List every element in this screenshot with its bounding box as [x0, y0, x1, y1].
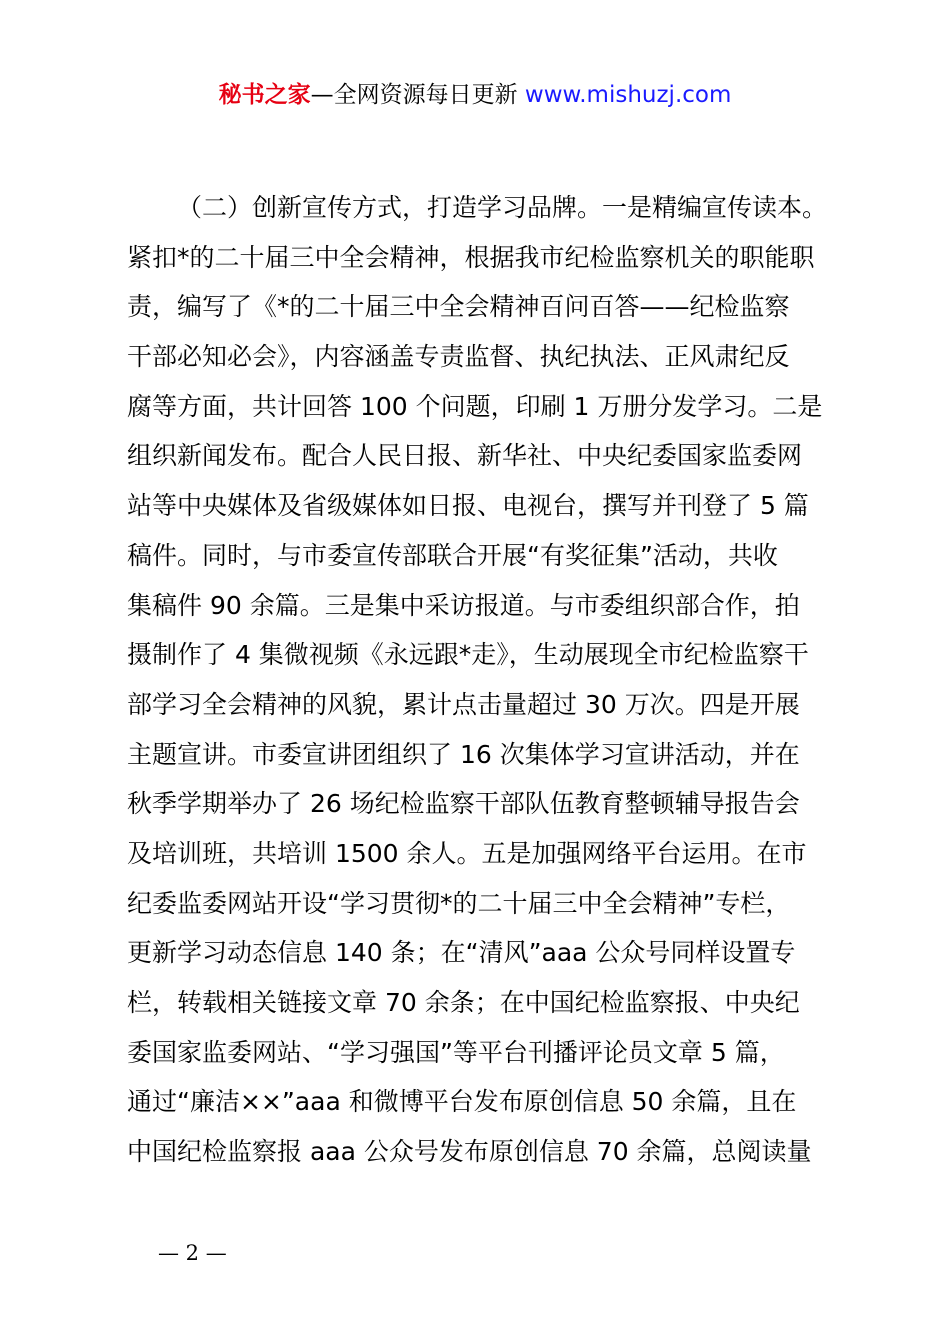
text-line: 主题宣讲。市委宣讲团组织了 16 次集体学习宣讲活动，并在 [127, 739, 800, 769]
text-line: 秋季学期举办了 26 场纪检监察干部队伍教育整顿辅导报告会 [127, 789, 800, 819]
text-line: 摄制作了 4 集微视频《永远跟*走》，生动展现全市纪检监察干 [127, 640, 809, 670]
text-line: 责，编写了《*的二十届三中全会精神百问百答——纪检监察 [127, 292, 790, 322]
text-line: 站等中央媒体及省级媒体如日报、电视台，撰写并刊登了 5 篇 [127, 491, 809, 521]
text-line: 更新学习动态信息 140 条；在“清风”aaa 公众号同样设置专 [127, 938, 796, 968]
text-line: 纪委监委网站开设“学习贯彻*的二十届三中全会精神”专栏， [127, 888, 791, 918]
body-paragraph [127, 183, 837, 1177]
brand-name: 秘书之家 [218, 82, 311, 108]
text-line: 集稿件 90 余篇。三是集中采访报道。与市委组织部合作，拍 [127, 590, 800, 620]
page-header [0, 78, 950, 112]
site-url-link[interactable]: www.mishuzj.com [524, 82, 732, 108]
text-line: （二）创新宣传方式，打造学习品牌。一是精编宣传读本。 [177, 193, 828, 222]
text-line: 部学习全会精神的风貌，累计点击量超过 30 万次。四是开展 [127, 689, 800, 719]
text-line: 中国纪检监察报 aaa 公众号发布原创信息 70 余篇，总阅读量 [127, 1137, 812, 1167]
text-line: 紧扣*的二十届三中全会精神，根据我市纪检监察机关的职能职 [127, 242, 815, 272]
text-line: 委国家监委网站、“学习强国”等平台刊播评论员文章 5 篇， [127, 1037, 785, 1067]
text-line: 通过“廉洁××”aaa 和微博平台发布原创信息 50 余篇，且在 [127, 1087, 797, 1117]
text-line: 干部必知必会》，内容涵盖专责监督、执纪执法、正风肃纪反 [127, 342, 790, 372]
text-line: 稿件。同时，与市委宣传部联合开展“有奖征集”活动，共收 [127, 540, 778, 570]
header-slogan: —全网资源每日更新 [310, 82, 518, 108]
text-line: 栏，转载相关链接文章 70 余条；在中国纪检监察报、中央纪 [127, 988, 800, 1017]
page-number: — 2 — [158, 1241, 227, 1265]
text-line: 及培训班，共培训 1500 余人。五是加强网络平台运用。在市 [127, 838, 807, 868]
text-line: 腐等方面，共计回答 100 个问题，印刷 1 万册分发学习。二是 [127, 391, 823, 421]
text-line: 组织新闻发布。配合人民日报、新华社、中央纪委国家监委网 [127, 441, 803, 471]
